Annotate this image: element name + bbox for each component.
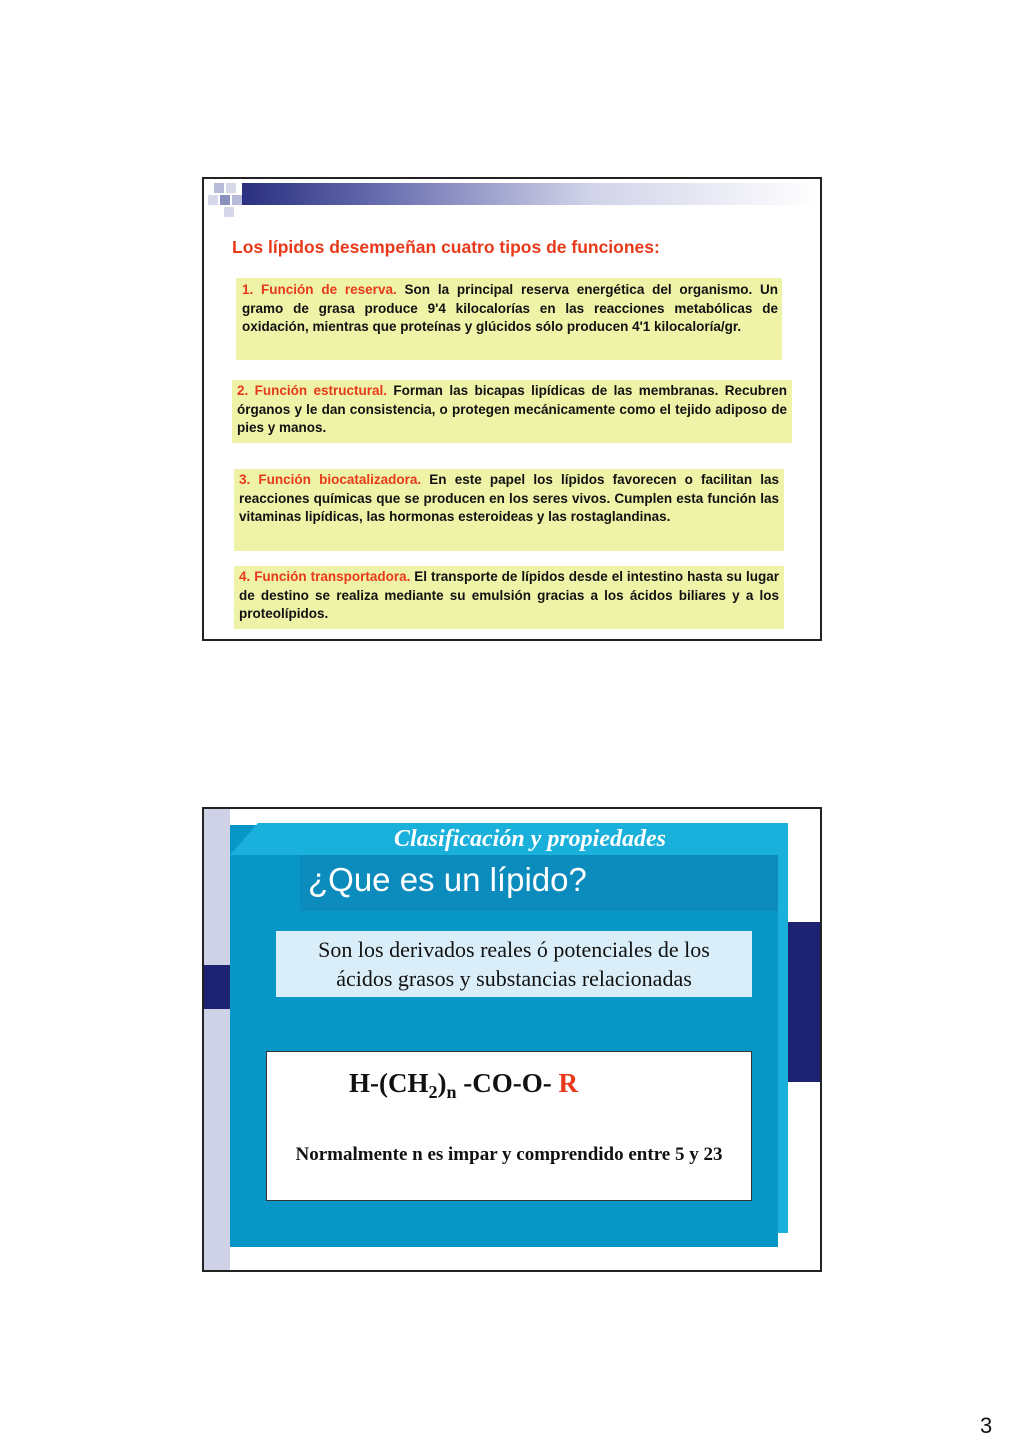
left-accent-block: [204, 965, 230, 1009]
decor-square: [232, 195, 242, 205]
formula-subscript: 2: [428, 1082, 438, 1102]
function-box-biocatalizadora: [234, 469, 784, 551]
function-box-transportadora: [234, 566, 784, 629]
slide-1-title: Los lípidos desempeñan cuatro tipos de funciones:: [232, 237, 660, 257]
definition-box: [276, 931, 752, 997]
definition-line: ácidos grasos y substancias relacionadas: [336, 966, 692, 991]
function-lead: 4. Función transportadora.: [239, 569, 411, 584]
formula-r-group: R: [558, 1068, 578, 1098]
function-text: En este papel los lípidos favorecen o facilitan las reacciones químicas que se producen en los seres vivos. Cumplen esta función las vitaminas lipídicas, las hormonas esteroideas y las rostaglandinas.: [239, 472, 779, 524]
decor-square: [220, 195, 230, 205]
formula-subscript: n: [446, 1082, 457, 1102]
decor-square: [224, 207, 234, 217]
function-lead: 2. Función estructural.: [237, 383, 388, 398]
gradient-header-bar: [242, 183, 818, 205]
function-box-estructural: [232, 380, 792, 443]
definition-line: Son los derivados reales ó potenciales de los: [318, 937, 710, 962]
slide-2-subtitle: Clasificación y propiedades: [394, 826, 666, 852]
formula-part: -CO-O-: [456, 1068, 559, 1098]
right-accent-block: [788, 922, 822, 1082]
function-text: Forman las bicapas lipídicas de las membranas. Recubren órganos y le dan consistencia, o protegen mecánicamente como el tejido adiposo de pies y manos.: [237, 383, 787, 435]
formula-box: [266, 1051, 752, 1201]
decor-square: [208, 195, 218, 205]
formula-part: ): [437, 1068, 447, 1098]
function-text: Son la principal reserva energética del organismo. Un gramo de grasa produce 9'4 kilocalorías en las reacciones metabólicas de oxidación, mientras que proteínas y glúcidos sólo producen 4'1 kilocaloría/gr.: [242, 282, 778, 334]
function-box-reserva: [236, 278, 782, 360]
slide-2-title: ¿Que es un lípido?: [308, 861, 587, 898]
formula-part: H-(CH: [349, 1068, 429, 1098]
formula-note: Normalmente n es impar y comprendido entre 5 y 23: [295, 1144, 723, 1165]
decor-square: [226, 183, 236, 193]
slide-1: [202, 177, 822, 641]
teal-panel-side-bevel: [778, 823, 788, 1233]
function-lead: 3. Función biocatalizadora.: [239, 472, 422, 487]
left-strip: [204, 809, 230, 1272]
chemical-formula: [349, 1068, 578, 1103]
function-lead: 1. Función de reserva.: [242, 282, 397, 297]
slide-2: [202, 807, 822, 1272]
page-number: 3: [980, 1413, 993, 1438]
decor-square: [214, 183, 224, 193]
function-text: El transporte de lípidos desde el intestino hasta su lugar de destino se realiza mediante su emulsión gracias a los ácidos biliares y a los proteolípidos.: [239, 569, 779, 621]
